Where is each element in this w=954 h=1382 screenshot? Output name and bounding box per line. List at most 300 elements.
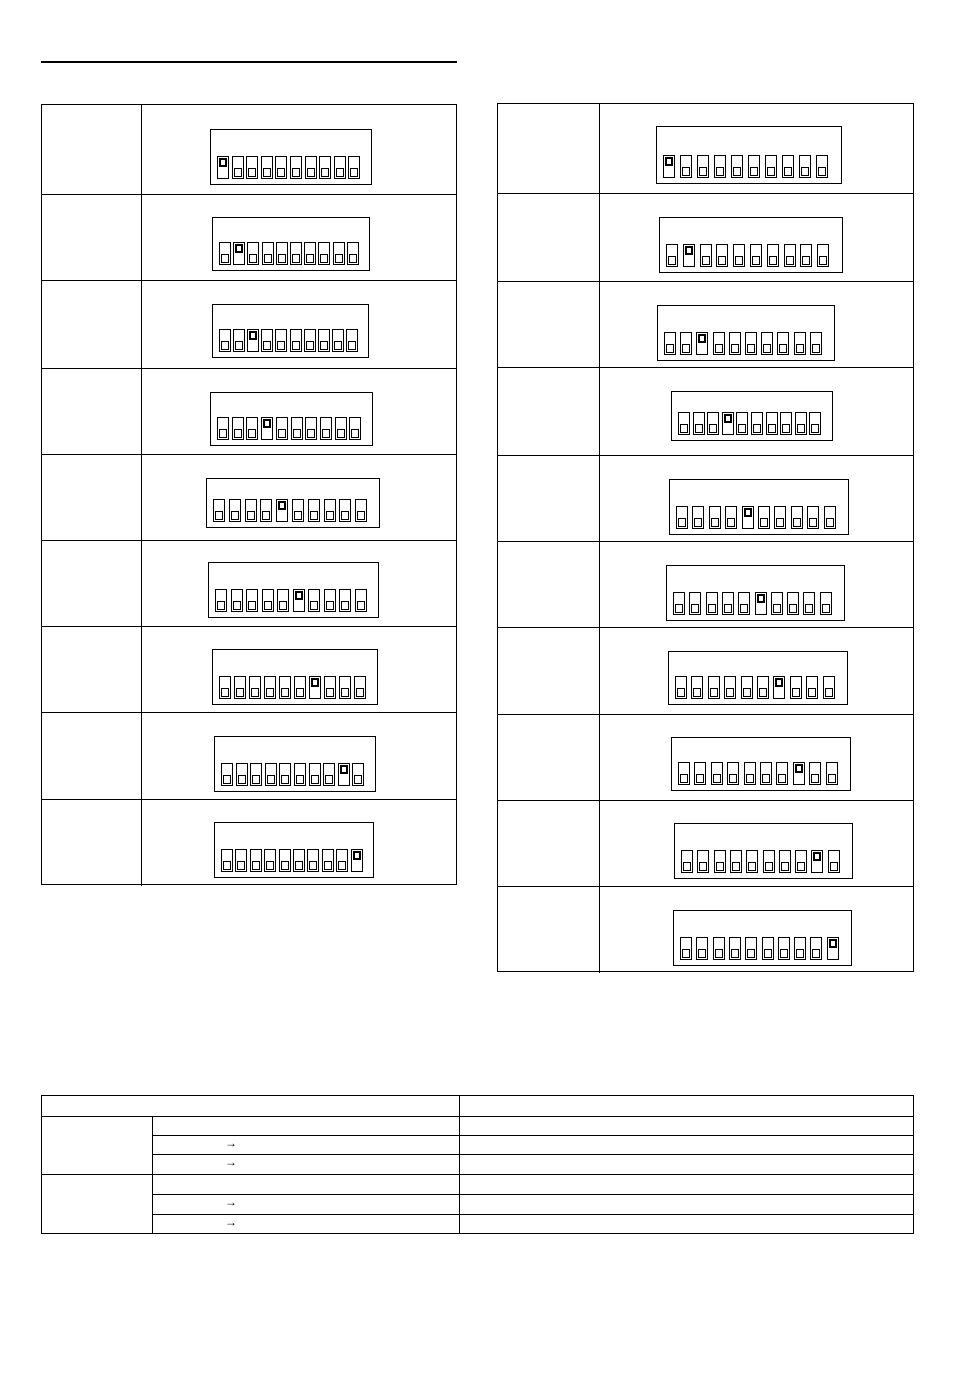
dip-switch-knob-on xyxy=(813,852,821,861)
dip-switch-lever xyxy=(232,156,244,179)
dip-switch-knob-off xyxy=(738,424,746,433)
dip-switch-lever xyxy=(755,592,767,615)
dip-switch-lever xyxy=(319,156,331,179)
dip-switch-knob-off xyxy=(356,688,364,697)
dip-switch-knob-off xyxy=(279,601,287,610)
dip-switch-lever xyxy=(776,762,788,785)
dip-switch-knob-off xyxy=(694,518,702,527)
dip-switch-knob-off xyxy=(238,775,246,784)
dip-setting-label-cell xyxy=(42,369,142,455)
dip-switch-knob-on xyxy=(795,764,803,773)
dip-switch-knob-off xyxy=(793,518,801,527)
dip-switch-lever xyxy=(308,499,320,522)
dip-switch-knob-off xyxy=(237,861,245,870)
dip-switch-lever xyxy=(787,592,799,615)
dip-switch-knob-off xyxy=(699,167,707,176)
dip-setting-label-cell xyxy=(498,715,600,801)
dip-switch-knob-off xyxy=(792,688,800,697)
dip-switch-lever xyxy=(691,676,703,699)
dip-switch-knob-off xyxy=(768,424,776,433)
dip-switch-lever xyxy=(794,937,806,960)
dip-switch-knob-off xyxy=(248,168,256,177)
dip-setting-label-cell xyxy=(42,541,142,627)
dip-switch-lever xyxy=(810,332,822,355)
dip-switch-lever xyxy=(767,244,779,267)
dip-switch-diagram xyxy=(656,126,842,184)
mode-table-row-line xyxy=(152,1154,913,1155)
dip-switch-lever xyxy=(774,506,786,529)
dip-switch-knob-off xyxy=(247,511,255,520)
dip-switch-knob-off xyxy=(341,601,349,610)
dip-switch-knob-off xyxy=(668,256,676,265)
dip-switch-knob-off xyxy=(217,601,225,610)
dip-switch-lever xyxy=(782,155,794,178)
dip-switch-lever xyxy=(235,849,247,872)
dip-switch-diagram xyxy=(210,129,372,185)
dip-switch-lever xyxy=(676,506,688,529)
dip-switch-lever xyxy=(276,417,288,440)
dip-switch-lever xyxy=(355,589,367,612)
dip-switch-knob-off xyxy=(782,424,790,433)
arrow-right-icon: → xyxy=(225,1215,237,1229)
dip-switch-lever xyxy=(762,937,774,960)
dip-switch-diagram xyxy=(214,736,376,792)
dip-switch-lever xyxy=(219,242,231,265)
dip-switch-knob-off xyxy=(278,254,286,263)
dip-switch-lever xyxy=(351,849,363,872)
dip-switch-lever xyxy=(293,849,305,872)
dip-switch-diagram xyxy=(666,565,845,621)
dip-switch-lever xyxy=(763,850,775,873)
dip-switch-lever xyxy=(304,329,316,352)
dip-switch-lever xyxy=(706,592,718,615)
dip-switch-knob-off xyxy=(808,688,816,697)
dip-switch-lever xyxy=(318,329,330,352)
dip-switch-lever xyxy=(320,417,332,440)
dip-setting-row xyxy=(42,626,456,713)
dip-switch-knob-off xyxy=(322,429,330,438)
dip-switch-lever xyxy=(678,762,690,785)
dip-switch-lever xyxy=(352,763,364,786)
dip-switch-lever xyxy=(730,850,742,873)
dip-switch-knob-off xyxy=(264,601,272,610)
dip-switch-knob-off xyxy=(726,688,734,697)
dip-switch-diagram xyxy=(657,305,835,361)
dip-switch-lever xyxy=(733,244,745,267)
dip-switch-knob-off xyxy=(708,604,716,613)
dip-switch-lever xyxy=(816,155,828,178)
dip-setting-row xyxy=(42,540,456,627)
dip-switch-lever xyxy=(799,155,811,178)
dip-switch-lever xyxy=(689,592,701,615)
dip-switch-knob-off xyxy=(716,167,724,176)
dip-switch-lever xyxy=(339,499,351,522)
dip-switch-lever xyxy=(745,937,757,960)
dip-switch-lever xyxy=(304,242,316,265)
dip-switch-lever xyxy=(725,506,737,529)
dip-switch-lever xyxy=(346,329,358,352)
dip-switch-lever xyxy=(264,849,276,872)
dip-switch-knob-off xyxy=(307,429,315,438)
dip-switch-knob-off xyxy=(326,511,334,520)
dip-switch-lever xyxy=(339,676,351,699)
dip-switch-lever xyxy=(229,499,241,522)
dip-switch-knob-off xyxy=(324,861,332,870)
dip-setting-row xyxy=(498,193,913,282)
dip-switch-lever xyxy=(663,155,675,178)
dip-switch-knob-off xyxy=(769,256,777,265)
dip-switch-knob-off xyxy=(311,775,319,784)
dip-switch-knob-off xyxy=(715,949,723,958)
dip-switch-lever xyxy=(264,676,276,699)
dip-setting-label-cell xyxy=(498,456,600,542)
arrow-right-icon: → xyxy=(225,1136,237,1150)
dip-switch-lever xyxy=(820,592,832,615)
dip-switch-knob-off xyxy=(780,949,788,958)
dip-switch-knob-on xyxy=(235,244,243,253)
dip-switch-knob-off xyxy=(830,862,838,871)
dip-setting-label-cell xyxy=(498,282,600,368)
dip-switch-knob-off xyxy=(680,774,688,783)
dip-switch-knob-off xyxy=(822,604,830,613)
dip-switch-lever xyxy=(309,676,321,699)
dip-switch-knob-off xyxy=(732,862,740,871)
dip-switch-knob-off xyxy=(310,601,318,610)
dip-switch-knob-off xyxy=(348,341,356,350)
dip-switch-lever xyxy=(680,332,692,355)
dip-switch-lever xyxy=(215,589,227,612)
dip-switch-knob-off xyxy=(262,511,270,520)
dip-switch-lever xyxy=(694,762,706,785)
dip-switch-knob-off xyxy=(825,688,833,697)
dip-switch-knob-off xyxy=(748,862,756,871)
dip-switch-lever xyxy=(293,589,305,612)
dip-switch-lever xyxy=(751,412,763,435)
dip-switch-lever xyxy=(250,763,262,786)
dip-setting-label-cell xyxy=(42,713,142,800)
dip-switch-lever xyxy=(336,849,348,872)
dip-switch-knob-off xyxy=(233,601,241,610)
dip-switch-lever xyxy=(693,412,705,435)
dip-switch-knob-off xyxy=(296,688,304,697)
dip-setting-row xyxy=(42,454,456,541)
dip-switch-knob-off xyxy=(219,429,227,438)
dip-switch-knob-off xyxy=(826,518,834,527)
dip-switch-lever xyxy=(696,332,708,355)
header-rule xyxy=(41,61,457,63)
dip-switch-lever xyxy=(333,242,345,265)
dip-setting-label-cell xyxy=(498,801,600,887)
dip-switch-knob-on xyxy=(757,594,765,603)
dip-switch-lever xyxy=(765,155,777,178)
dip-switch-knob-off xyxy=(252,861,260,870)
dip-switch-lever xyxy=(279,763,291,786)
dip-switch-knob-off xyxy=(735,256,743,265)
dip-switch-knob-off xyxy=(682,949,690,958)
dip-switch-knob-on xyxy=(311,678,319,687)
dip-switch-diagram xyxy=(671,737,851,791)
dip-switch-lever xyxy=(757,676,769,699)
dip-switch-knob-off xyxy=(307,168,315,177)
dip-switch-lever xyxy=(824,506,836,529)
dip-switch-knob-off xyxy=(351,429,359,438)
dip-switch-lever xyxy=(771,592,783,615)
dip-switch-lever xyxy=(777,332,789,355)
dip-switch-knob-off xyxy=(764,949,772,958)
dip-switch-lever xyxy=(779,850,791,873)
dip-switch-lever xyxy=(794,332,806,355)
dip-switch-lever xyxy=(713,937,725,960)
dip-switch-knob-off xyxy=(337,429,345,438)
dip-switch-lever xyxy=(279,849,291,872)
dip-switch-lever xyxy=(279,676,291,699)
dip-switch-diagram xyxy=(668,651,848,705)
dip-switch-lever xyxy=(261,329,273,352)
dip-switch-knob-off xyxy=(763,344,771,353)
dip-switch-lever xyxy=(247,242,259,265)
dip-switch-lever xyxy=(261,156,273,179)
dip-switch-knob-off xyxy=(248,601,256,610)
dip-switch-lever xyxy=(828,850,840,873)
dip-switch-lever xyxy=(748,155,760,178)
dip-switch-lever xyxy=(277,589,289,612)
dip-switch-lever xyxy=(234,676,246,699)
dip-switch-lever xyxy=(791,506,803,529)
dip-switch-knob-off xyxy=(277,341,285,350)
dip-switch-knob-off xyxy=(263,341,271,350)
dip-switch-knob-off xyxy=(326,601,334,610)
dip-switch-lever xyxy=(809,762,821,785)
dip-switch-knob-on xyxy=(698,334,706,343)
dip-switch-diagram xyxy=(212,217,370,271)
dip-switch-knob-off xyxy=(677,688,685,697)
dip-settings-table-right xyxy=(497,103,914,972)
dip-switch-knob-on xyxy=(278,501,286,510)
dip-switch-lever xyxy=(334,156,346,179)
dip-switch-lever xyxy=(811,850,823,873)
dip-switch-lever xyxy=(784,244,796,267)
mode-table-group-line xyxy=(42,1174,913,1175)
dip-switch-knob-off xyxy=(231,511,239,520)
dip-switch-knob-off xyxy=(294,511,302,520)
dip-switch-knob-off xyxy=(747,344,755,353)
dip-switch-lever xyxy=(742,506,754,529)
dip-setting-row xyxy=(42,368,456,455)
dip-setting-row xyxy=(498,367,913,456)
dip-switch-knob-off xyxy=(710,688,718,697)
dip-switch-lever xyxy=(347,242,359,265)
dip-switch-lever xyxy=(233,242,245,265)
dip-switch-diagram xyxy=(673,910,852,966)
dip-switch-knob-off xyxy=(266,688,274,697)
dip-switch-lever xyxy=(664,332,676,355)
dip-switch-knob-on xyxy=(744,508,752,517)
dip-switch-knob-off xyxy=(784,167,792,176)
dip-switch-lever xyxy=(232,417,244,440)
dip-switch-lever xyxy=(292,499,304,522)
dip-switch-lever xyxy=(309,763,321,786)
dip-switch-knob-on xyxy=(263,419,271,428)
dip-setting-label-cell xyxy=(42,455,142,541)
dip-switch-knob-off xyxy=(715,344,723,353)
dip-switch-knob-off xyxy=(786,256,794,265)
dip-switch-lever xyxy=(800,244,812,267)
dip-switch-knob-off xyxy=(680,424,688,433)
dip-switch-knob-off xyxy=(753,424,761,433)
dip-switch-knob-off xyxy=(341,511,349,520)
dip-switch-knob-off xyxy=(731,949,739,958)
dip-switch-lever xyxy=(731,155,743,178)
dip-switch-lever xyxy=(738,592,750,615)
dip-switch-knob-off xyxy=(357,601,365,610)
dip-switch-lever xyxy=(697,850,709,873)
dip-switch-lever xyxy=(247,329,259,352)
dip-switch-knob-off xyxy=(326,688,334,697)
dip-switch-knob-off xyxy=(740,604,748,613)
dip-switch-knob-off xyxy=(234,168,242,177)
dip-switch-lever xyxy=(305,417,317,440)
dip-setting-label-cell xyxy=(42,800,142,886)
arrow-right-icon: → xyxy=(225,1195,237,1209)
dip-switch-diagram xyxy=(669,479,849,535)
dip-setting-row xyxy=(42,105,456,194)
dip-switch-lever xyxy=(265,763,277,786)
dip-switch-lever xyxy=(696,937,708,960)
dip-switch-lever xyxy=(231,589,243,612)
dip-switch-knob-off xyxy=(267,775,275,784)
dip-switch-lever xyxy=(213,499,225,522)
dip-switch-knob-off xyxy=(752,256,760,265)
dip-switch-knob-off xyxy=(215,511,223,520)
dip-switch-diagram xyxy=(671,391,833,441)
dip-switch-knob-on xyxy=(775,678,783,687)
dip-switch-knob-off xyxy=(349,254,357,263)
dip-switch-knob-off xyxy=(310,511,318,520)
dip-switch-knob-off xyxy=(778,774,786,783)
dip-switch-knob-off xyxy=(709,424,717,433)
dip-switch-lever xyxy=(707,412,719,435)
mode-table-row-line xyxy=(152,1135,913,1136)
dip-setting-label-cell xyxy=(498,628,600,715)
dip-switch-knob-off xyxy=(309,861,317,870)
dip-switch-knob-off xyxy=(357,511,365,520)
dip-switch-lever xyxy=(219,676,231,699)
dip-switch-diagram xyxy=(210,392,373,446)
dip-switch-lever xyxy=(722,592,734,615)
dip-switch-knob-off xyxy=(811,774,819,783)
dip-switch-lever xyxy=(680,937,692,960)
dip-switch-knob-off xyxy=(805,604,813,613)
dip-switch-lever xyxy=(809,412,821,435)
dip-switch-knob-off xyxy=(713,774,721,783)
dip-switch-lever xyxy=(724,676,736,699)
dip-switch-knob-off xyxy=(767,167,775,176)
dip-switch-lever xyxy=(276,499,288,522)
dip-switch-knob-off xyxy=(779,344,787,353)
dip-switch-lever xyxy=(675,676,687,699)
dip-switch-knob-on xyxy=(353,851,361,860)
dip-switch-knob-off xyxy=(750,167,758,176)
dip-switch-knob-off xyxy=(691,604,699,613)
dip-switch-knob-off xyxy=(252,775,260,784)
dip-switch-knob-off xyxy=(335,254,343,263)
dip-switch-knob-off xyxy=(221,254,229,263)
dip-setting-label-cell xyxy=(498,887,600,973)
dip-switch-lever xyxy=(736,412,748,435)
dip-setting-label-cell xyxy=(498,104,600,193)
dip-switch-knob-off xyxy=(711,518,719,527)
dip-switch-lever xyxy=(673,592,685,615)
dip-switch-lever xyxy=(236,763,248,786)
dip-setting-row xyxy=(498,455,913,542)
dip-switch-knob-off xyxy=(698,949,706,958)
dip-switch-lever xyxy=(221,849,233,872)
dip-switch-diagram xyxy=(659,217,843,273)
dip-setting-row xyxy=(498,627,913,715)
dip-switch-lever xyxy=(349,417,361,440)
dip-switch-knob-off xyxy=(306,254,314,263)
dip-switch-knob-off xyxy=(235,341,243,350)
dip-switch-knob-off xyxy=(248,429,256,438)
dip-switch-lever xyxy=(803,592,815,615)
dip-switch-knob-on xyxy=(724,414,732,423)
dip-switch-knob-off xyxy=(320,254,328,263)
dip-switch-knob-off xyxy=(666,344,674,353)
dip-switch-knob-off xyxy=(296,775,304,784)
dip-switch-knob-off xyxy=(221,688,229,697)
dip-switch-knob-off xyxy=(292,341,300,350)
dip-switch-lever xyxy=(692,506,704,529)
dip-switch-knob-off xyxy=(292,254,300,263)
dip-switch-lever xyxy=(262,242,274,265)
dip-switch-lever xyxy=(308,589,320,612)
dip-switch-knob-off xyxy=(809,518,817,527)
dip-switch-knob-off xyxy=(281,775,289,784)
dip-setting-row xyxy=(498,886,913,973)
dip-switch-knob-off xyxy=(223,775,231,784)
dip-switch-knob-off xyxy=(695,424,703,433)
dip-switch-lever xyxy=(758,506,770,529)
dip-switch-lever xyxy=(708,676,720,699)
dip-switch-knob-off xyxy=(718,256,726,265)
dip-setting-row xyxy=(42,712,456,800)
dip-setting-label-cell xyxy=(498,368,600,456)
dip-switch-lever xyxy=(683,244,695,267)
dip-switch-lever xyxy=(678,412,690,435)
dip-switch-lever xyxy=(790,676,802,699)
dip-switch-knob-off xyxy=(320,341,328,350)
dip-switch-lever xyxy=(727,762,739,785)
dip-switch-lever xyxy=(261,417,273,440)
dip-switch-knob-off xyxy=(263,168,271,177)
dip-switch-diagram xyxy=(208,562,379,618)
dip-switch-knob-off xyxy=(727,518,735,527)
dip-switch-lever xyxy=(760,762,772,785)
dip-switch-lever xyxy=(332,329,344,352)
arrow-right-icon: → xyxy=(225,1155,237,1169)
dip-switch-lever xyxy=(827,937,839,960)
dip-switch-lever xyxy=(246,589,258,612)
dip-switch-lever xyxy=(716,244,728,267)
dip-switch-lever xyxy=(773,676,785,699)
dip-switch-knob-off xyxy=(797,424,805,433)
dip-switch-lever xyxy=(217,417,229,440)
dip-switch-knob-off xyxy=(223,861,231,870)
dip-switch-knob-off xyxy=(278,429,286,438)
dip-switch-lever xyxy=(806,676,818,699)
dip-switch-lever xyxy=(681,850,693,873)
dip-switch-knob-off xyxy=(281,688,289,697)
